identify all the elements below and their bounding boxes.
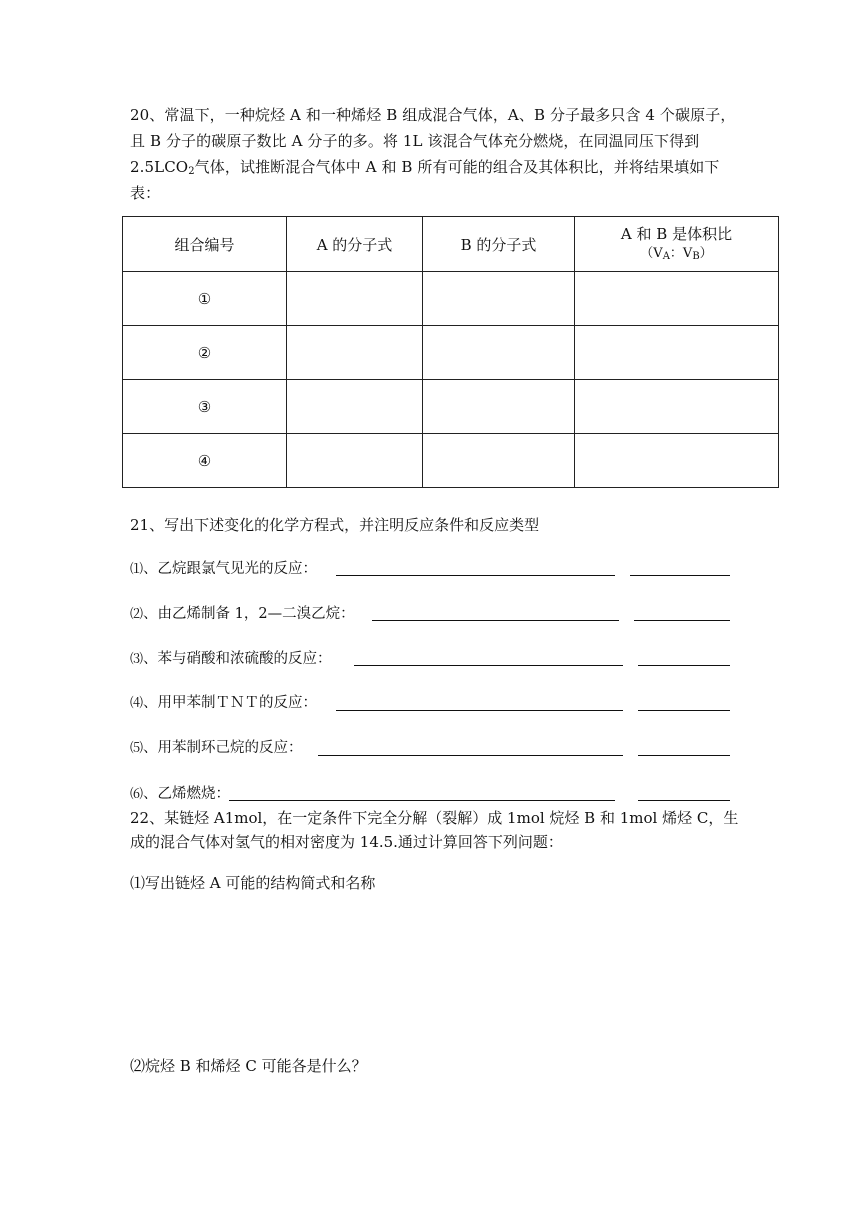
question-22 <box>130 806 740 854</box>
answer-blank-type[interactable] <box>634 620 730 621</box>
answer-cell[interactable] <box>423 380 575 434</box>
q20-line-1: 20、常温下，一种烷烃 A 和一种烯烃 B 组成混合气体，A、B 分子最多只含 4 个碳原子， <box>130 106 736 124</box>
item-number: ⑹ <box>130 787 144 802</box>
item-text: 、苯与硝酸和浓硫酸的反应： <box>143 651 332 667</box>
header-b-formula: B 的分子式 <box>423 217 575 272</box>
q21-item-2 <box>130 603 355 625</box>
row-number-4: ④ <box>123 434 287 488</box>
q21-item-5 <box>130 737 303 759</box>
answer-blank-type[interactable] <box>638 755 730 756</box>
answer-cell[interactable] <box>423 434 575 488</box>
answer-blank-equation[interactable] <box>354 665 623 666</box>
q21-item-4 <box>130 692 317 714</box>
answer-blank-type[interactable] <box>638 710 730 711</box>
ratio-close: ） <box>699 246 713 261</box>
q22-subquestion-2: ⑵烷烃 B 和烯烃 C 可能各是什么？ <box>130 1057 367 1075</box>
item-number: ⑵ <box>130 607 144 622</box>
answer-cell[interactable] <box>287 434 423 488</box>
answer-cell[interactable] <box>423 326 575 380</box>
header-combination-number: 组合编号 <box>123 217 287 272</box>
header-volume-ratio <box>575 217 779 272</box>
question-20 <box>130 104 736 204</box>
table-row <box>123 434 779 488</box>
item-text: 、用苯制环己烷的反应： <box>143 740 303 756</box>
ratio-open: （V <box>640 246 663 261</box>
table-header-row <box>123 217 779 272</box>
ratio-sep: ：V <box>669 246 693 261</box>
ratio-sub-b: B <box>692 251 700 262</box>
item-text: 、由乙烯制备 1，2—二溴乙烷： <box>143 606 355 622</box>
item-number: ⑶ <box>130 652 144 667</box>
q21-item-6 <box>130 783 230 805</box>
item-text: 、用甲苯制ＴＮＴ的反应： <box>143 695 318 711</box>
answer-cell[interactable] <box>575 380 779 434</box>
q22-subquestion-1: ⑴写出链烃 A 可能的结构简式和名称 <box>130 874 376 892</box>
answer-blank-type[interactable] <box>638 665 730 666</box>
answer-blank-equation[interactable] <box>336 710 623 711</box>
item-number: ⑸ <box>130 741 144 756</box>
answer-blank-equation[interactable] <box>336 575 615 576</box>
ratio-sub-a: A <box>662 251 670 262</box>
answer-cell[interactable] <box>575 434 779 488</box>
question-21-title: 21、写出下述变化的化学方程式，并注明反应条件和反应类型 <box>130 516 540 534</box>
answer-cell[interactable] <box>287 380 423 434</box>
answer-blank-type[interactable] <box>638 800 730 801</box>
row-number-3: ③ <box>123 380 287 434</box>
q20-co2-prefix: 2.5LCO <box>130 158 189 176</box>
item-text: 、乙烯燃烧： <box>143 786 231 802</box>
q20-line-3-rest: 气体，试推断混合气体中 A 和 B 所有可能的组合及其体积比，并将结果填如下 <box>194 158 720 176</box>
row-number-1: ① <box>123 272 287 326</box>
q21-item-1 <box>130 558 317 580</box>
q20-co2-subscript: 2 <box>188 166 195 177</box>
header-volume-ratio-line2 <box>575 244 778 264</box>
answer-cell[interactable] <box>287 326 423 380</box>
answer-cell[interactable] <box>575 326 779 380</box>
answer-cell[interactable] <box>575 272 779 326</box>
answer-table <box>122 216 779 488</box>
item-text: 、乙烷跟氯气见光的反应： <box>143 561 318 577</box>
q22-line-1: 22、某链烃 A1mol，在一定条件下完全分解（裂解）成 1mol 烷烃 B 和 1mol 烯烃 C，生 <box>130 809 739 827</box>
item-number: ⑷ <box>130 696 144 711</box>
answer-blank-equation[interactable] <box>318 755 623 756</box>
q21-item-3 <box>130 648 332 670</box>
table-row <box>123 326 779 380</box>
item-number: ⑴ <box>130 562 144 577</box>
answer-blank-equation[interactable] <box>372 620 619 621</box>
q22-line-2: 成的混合气体对氢气的相对密度为 14.5.通过计算回答下列问题： <box>130 833 563 851</box>
table-row <box>123 380 779 434</box>
q20-line-3 <box>130 156 730 178</box>
answer-blank-type[interactable] <box>630 575 730 576</box>
header-volume-ratio-line1: A 和 B 是体积比 <box>620 225 733 243</box>
row-number-2: ② <box>123 326 287 380</box>
q20-line-4: 表： <box>130 184 161 202</box>
answer-blank-equation[interactable] <box>229 800 615 801</box>
answer-cell[interactable] <box>423 272 575 326</box>
answer-cell[interactable] <box>287 272 423 326</box>
table-row <box>123 272 779 326</box>
q20-line-2: 且 B 分子的碳原子数比 A 分子的多。将 1L 该混合气体充分燃烧，在同温同压下得到 <box>130 132 700 150</box>
header-a-formula: A 的分子式 <box>287 217 423 272</box>
